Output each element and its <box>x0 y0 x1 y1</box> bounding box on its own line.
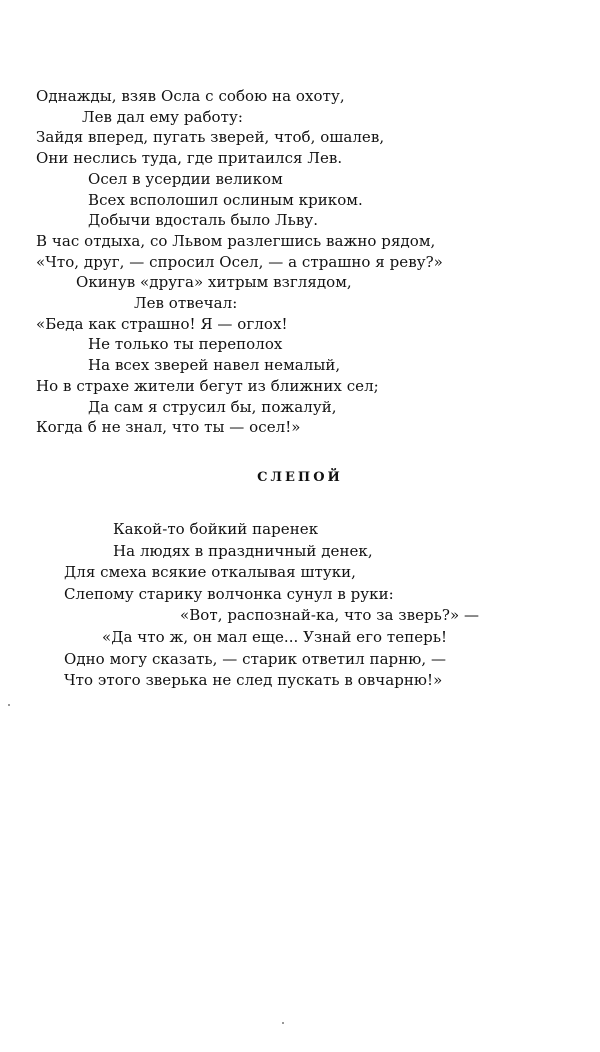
page-speck-mark <box>282 1022 284 1024</box>
verse-line: «Что, друг, — спросил Осел, — а страшно я реву?» <box>36 252 443 271</box>
poem-lion-and-donkey <box>36 86 576 438</box>
verse-line: Слепому старику волчонка сунул в руки: <box>64 584 394 603</box>
verse-line: Да сам я струсил бы, пожалуй, <box>88 397 337 416</box>
verse-line: Осел в усердии великом <box>88 169 283 188</box>
verse-line: «Беда как страшно! Я — оглох! <box>36 314 288 333</box>
verse-line: «Да что ж, он мал еще... Узнай его теперь! <box>102 627 448 646</box>
verse-line: Они неслись туда, где притаился Лев. <box>36 149 343 168</box>
verse-line: В час отдыха, со Львом разлегшись важно рядом, <box>36 231 436 250</box>
verse-line: Одно могу сказать, — старик ответил парню, — <box>64 649 447 668</box>
verse-line: Лев отвечал: <box>134 294 238 313</box>
verse-line: На всех зверей навел немалый, <box>88 356 341 375</box>
verse-line: Не только ты переполох <box>88 335 283 354</box>
verse-line: Добычи вдосталь было Льву. <box>88 211 319 230</box>
verse-line: Окинув «друга» хитрым взглядом, <box>76 273 352 292</box>
verse-line: Всех всполошил ослиным криком. <box>88 190 363 209</box>
verse-line: Для смеха всякие откалывая штуки, <box>64 563 356 582</box>
verse-line: Какой-то бойкий паренек <box>113 520 319 538</box>
verse-line: «Вот, распознай-ка, что за зверь?» — <box>180 606 480 625</box>
verse-line: Однажды, взяв Осла с собою на охоту, <box>36 87 345 105</box>
verse-line: Что этого зверька не след пускать в овчарню!» <box>64 671 443 690</box>
verse-line: Зайдя вперед, пугать зверей, чтоб, ошалев, <box>36 128 385 147</box>
verse-line: Когда б не знал, что ты — осел!» <box>36 418 301 437</box>
poem-blind-man <box>36 519 576 692</box>
verse-line: На людях в праздничный денек, <box>113 541 373 560</box>
verse-line: Но в страхе жители бегут из ближних сел; <box>36 376 379 395</box>
verse-line: Лев дал ему работу: <box>82 107 243 126</box>
poem-title: СЛЕПОЙ <box>257 470 343 485</box>
page-speck-mark <box>8 704 10 706</box>
